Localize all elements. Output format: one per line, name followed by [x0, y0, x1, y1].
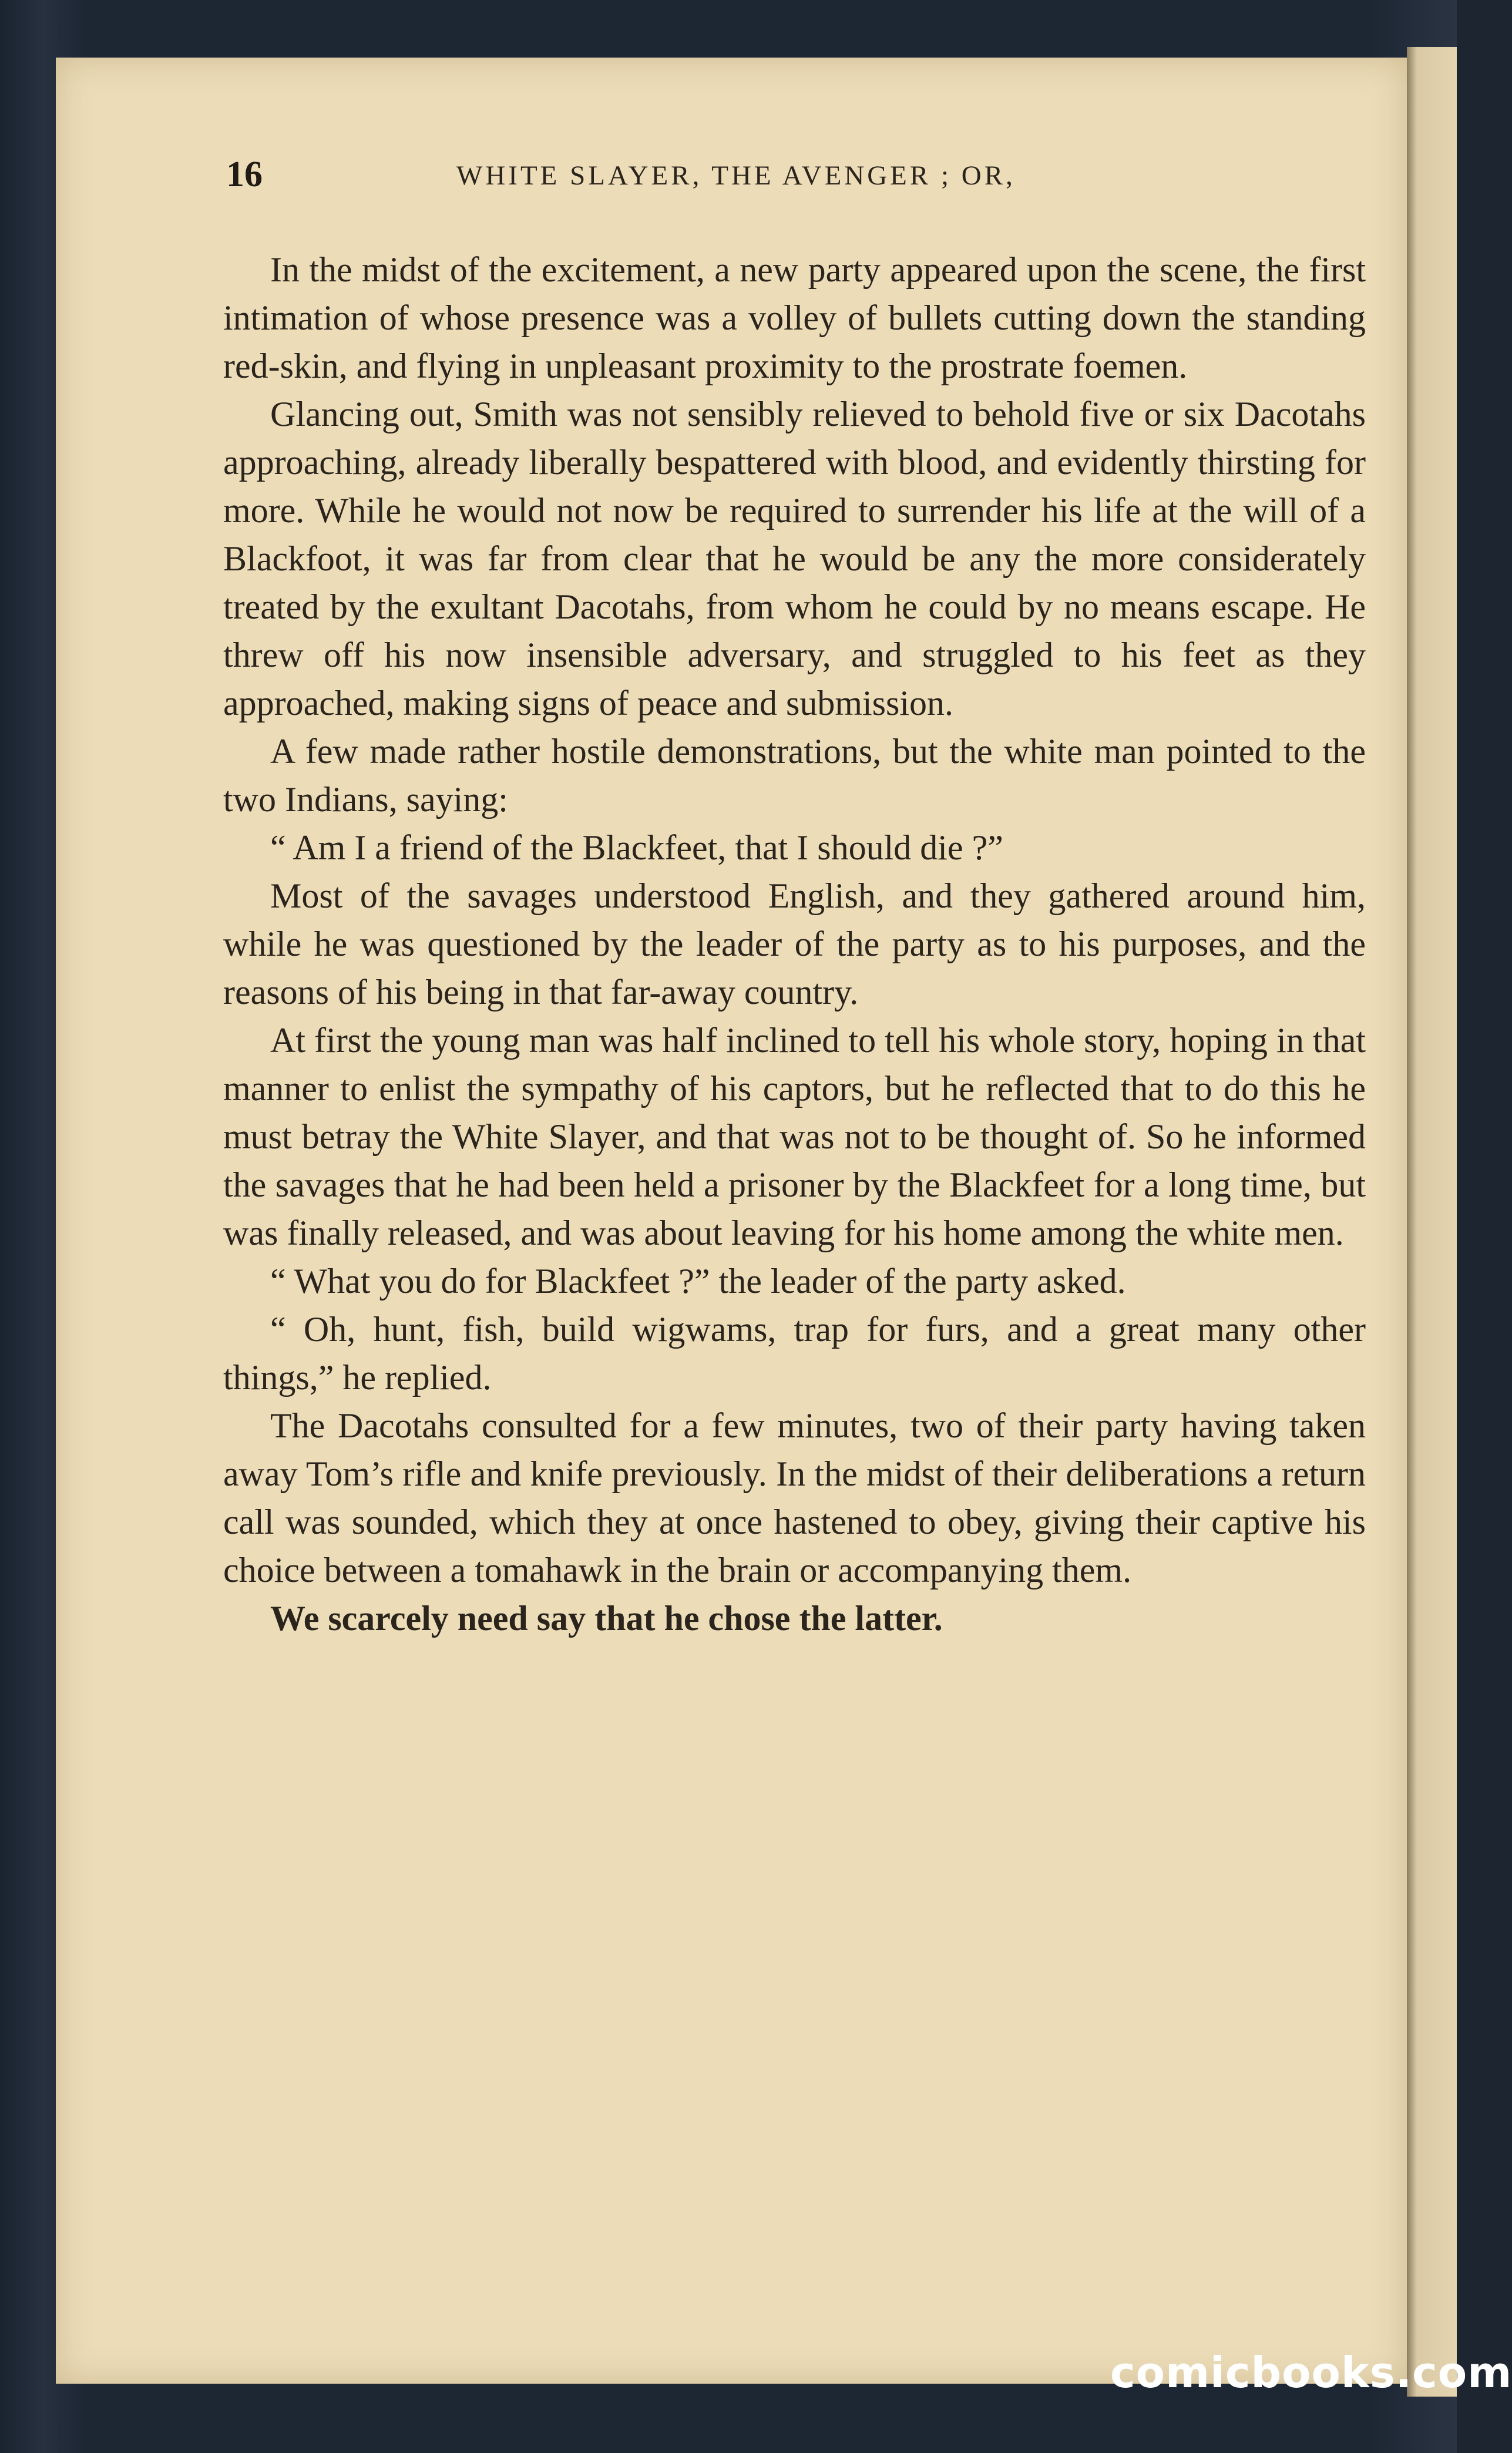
watermark-logo: comicbooks.com — [1110, 2348, 1512, 2397]
paragraph: In the midst of the excitement, a new party appeared upon the scene, the first intimation of whose presence was a volley of bullets cutting down the standing red-skin, and flying in unpleasant proximity to the prostrate foemen. — [223, 250, 1366, 385]
paragraph: The Dacotahs consulted for a few minutes, two of their party having taken away Tom’s rifle and knife previously. In the midst of their deliberations a return call was sounded, which they at once hastened to obey, giving their captive his choice between a tomahawk in the brain or accompanying them. — [223, 1406, 1366, 1590]
paragraph: Glancing out, Smith was not sensibly relieved to behold five or six Dacotahs approaching, already liberally bespattered with blood, and evidently thirsting for more. While he would not now be required to surrender his life at the will of a Blackfoot, it was far from clear that he would be any the more considerately treated by the exultant Dacotahs, from whom he could by no means escape. He threw off his now insensible adversary, and struggled to his feet as they approached, making signs of peace and submission. — [223, 395, 1366, 723]
paragraph: “ What you do for Blackfeet ?” the leader of the party asked. — [270, 1262, 1126, 1301]
paragraph: Most of the savages understood English, and they gathered around him, while he was questioned by the leader of the party as to his purposes, and the reasons of his being in that far-away country. — [223, 876, 1366, 1012]
body-text — [223, 246, 1366, 1642]
page-number: 16 — [226, 154, 263, 194]
page-header — [226, 154, 1372, 201]
paragraph: “ Am I a friend of the Blackfeet, that I should die ?” — [270, 828, 1003, 867]
paragraph: At first the young man was half inclined to tell his whole story, hoping in that manner to enlist the sympathy of his captors, but he reflected that to do this he must betray the White Slayer, and that was not to be thought of. So he informed the savages that he had been held a prisoner by the Blackfeet for a long time, but was finally released, and was about leaving for his home among the white men. — [223, 1021, 1366, 1252]
paragraph: “ Oh, hunt, fish, build wigwams, trap for furs, and a great many other things,” he replied. — [223, 1310, 1366, 1397]
adjacent-page-edge — [1407, 47, 1457, 2397]
running-head: WHITE SLAYER, THE AVENGER ; OR, — [456, 160, 1016, 191]
closing-paragraph: We scarcely need say that he chose the latter. — [270, 1599, 943, 1638]
paragraph: A few made rather hostile demonstrations, but the white man pointed to the two Indians, saying: — [223, 732, 1366, 819]
